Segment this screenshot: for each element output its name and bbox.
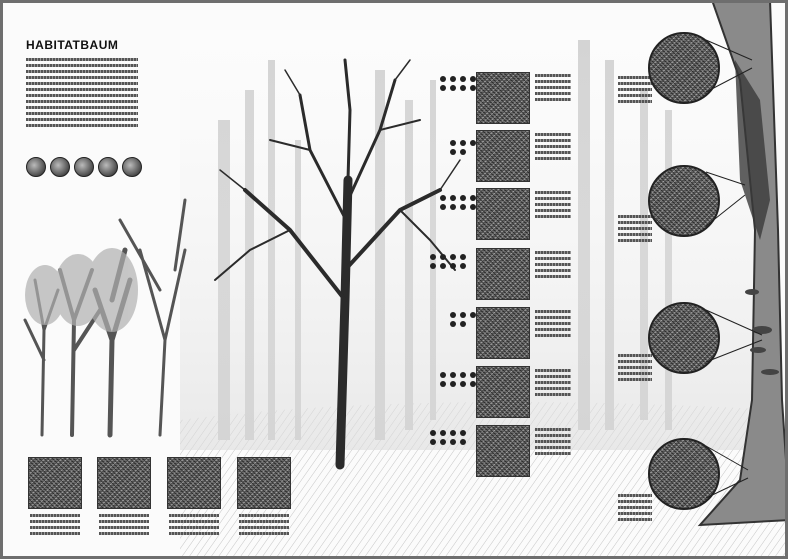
page-title: HABITATBAUM (26, 38, 119, 52)
